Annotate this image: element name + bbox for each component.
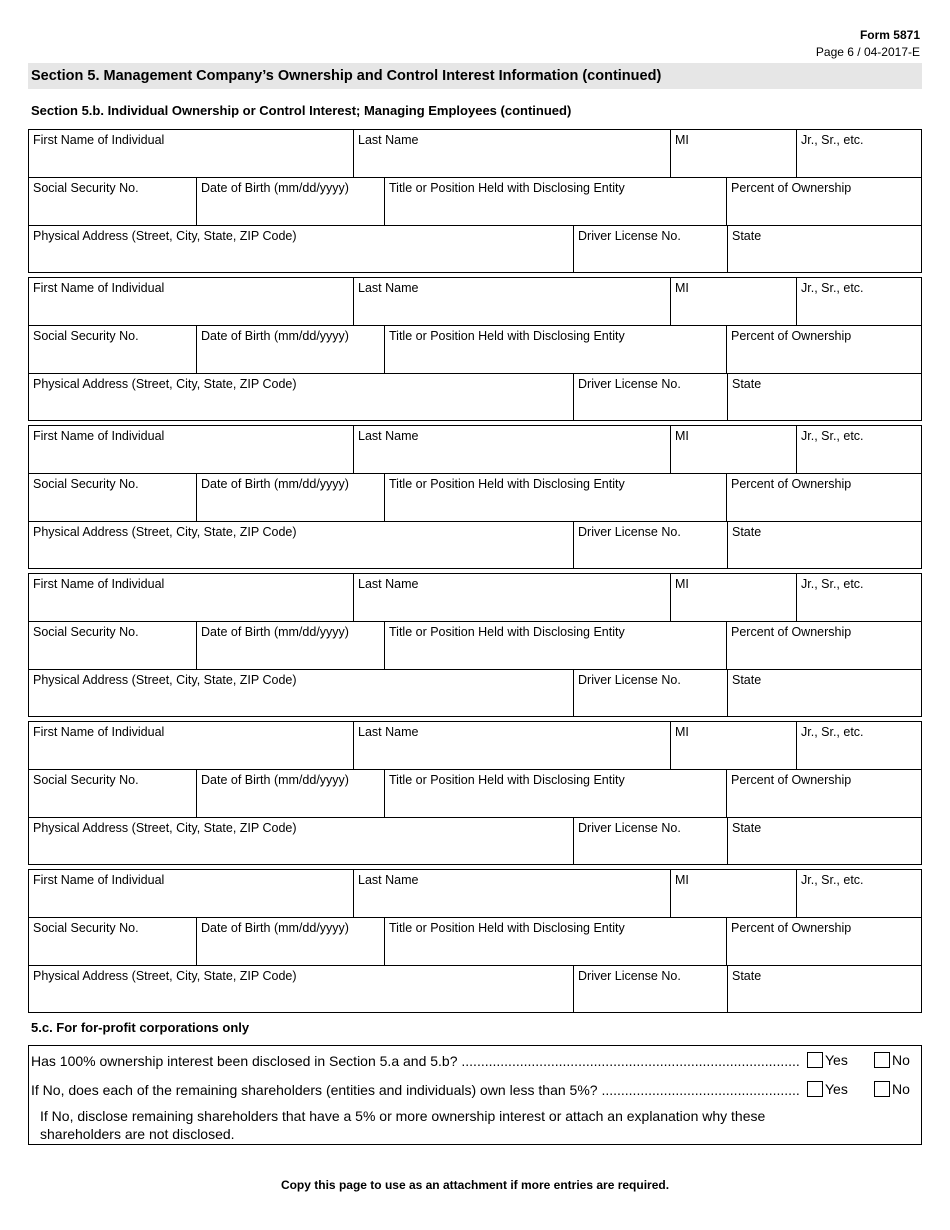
suffix-field[interactable] [797,130,921,177]
title-label: Title or Position Held with Disclosing Entity [389,921,625,935]
driver-license-field[interactable] [574,374,728,420]
percent-field[interactable] [727,474,921,521]
suffix-label: Jr., Sr., etc. [801,281,864,295]
first-name-label: First Name of Individual [33,281,165,295]
first-name-field[interactable] [29,870,354,917]
under-5-no-checkbox[interactable] [874,1081,890,1097]
individual-entry [28,573,922,717]
mi-label: MI [675,725,689,739]
mi-field[interactable] [671,574,797,621]
name-row [29,278,921,326]
under-5-yes-checkbox[interactable] [807,1081,823,1097]
mi-label: MI [675,133,689,147]
dob-label: Date of Birth (mm/dd/yyyy) [201,773,349,787]
title-label: Title or Position Held with Disclosing Entity [389,773,625,787]
percent-field[interactable] [727,622,921,669]
address-label: Physical Address (Street, City, State, ZIP Code) [33,229,297,243]
address-row [29,226,921,272]
ssn-label: Social Security No. [33,181,139,195]
suffix-field[interactable] [797,278,921,325]
name-row [29,426,921,474]
address-row [29,374,921,420]
disclosure-note: If No, disclose remaining shareholders that have a 5% or more ownership interest or attach an explanation why these shareholders are not disclosed. [40,1108,766,1142]
address-field[interactable] [29,818,574,864]
ssn-label: Social Security No. [33,477,139,491]
suffix-label: Jr., Sr., etc. [801,429,864,443]
last-name-field[interactable] [354,278,671,325]
suffix-field[interactable] [797,574,921,621]
first-name-field[interactable] [29,426,354,473]
last-name-label: Last Name [358,429,419,443]
driver-license-label: Driver License No. [578,673,681,687]
percent-field[interactable] [727,326,921,373]
individual-entry [28,425,922,569]
driver-license-field[interactable] [574,818,728,864]
last-name-label: Last Name [358,873,419,887]
first-name-label: First Name of Individual [33,133,165,147]
address-field[interactable] [29,670,574,716]
state-field[interactable] [728,374,921,420]
ssn-label: Social Security No. [33,773,139,787]
ssn-label: Social Security No. [33,921,139,935]
last-name-field[interactable] [354,130,671,177]
mi-label: MI [675,873,689,887]
ssn-field[interactable] [29,326,197,373]
address-label: Physical Address (Street, City, State, ZIP Code) [33,821,297,835]
individual-entry [28,129,922,273]
address-row [29,966,921,1012]
first-name-label: First Name of Individual [33,725,165,739]
driver-license-field[interactable] [574,966,728,1012]
no-label: No [892,1081,910,1097]
under-5-no-option[interactable] [874,1081,910,1097]
under-5-yes-option[interactable] [807,1081,848,1097]
mi-field[interactable] [671,130,797,177]
mi-label: MI [675,429,689,443]
suffix-label: Jr., Sr., etc. [801,133,864,147]
dob-field[interactable] [197,474,385,521]
mi-field[interactable] [671,278,797,325]
percent-label: Percent of Ownership [731,477,852,491]
suffix-field[interactable] [797,722,921,769]
dob-field[interactable] [197,918,385,965]
for-profit-questions [28,1045,922,1145]
individual-entries [28,129,922,1017]
title-label: Title or Position Held with Disclosing Entity [389,625,625,639]
address-field[interactable] [29,226,574,272]
dob-field[interactable] [197,770,385,817]
first-name-field[interactable] [29,722,354,769]
title-label: Title or Position Held with Disclosing Entity [389,181,625,195]
first-name-label: First Name of Individual [33,577,165,591]
percent-label: Percent of Ownership [731,329,852,343]
last-name-field[interactable] [354,574,671,621]
question-shareholders-under-5: If No, does each of the remaining shareholders (entities and individuals) own less than 5%? ................................................... [31,1082,800,1098]
individual-entry [28,277,922,421]
state-label: State [732,377,762,391]
state-field[interactable] [728,818,921,864]
mi-label: MI [675,577,689,591]
title-field[interactable] [385,474,727,521]
address-field[interactable] [29,522,574,568]
title-label: Title or Position Held with Disclosing Entity [389,477,625,491]
percent-label: Percent of Ownership [731,181,852,195]
driver-license-field[interactable] [574,226,728,272]
identity-row [29,474,921,522]
name-row [29,574,921,622]
state-label: State [732,525,762,539]
ssn-field[interactable] [29,178,197,225]
identity-row [29,918,921,966]
full-disclosure-no-option[interactable] [874,1052,910,1068]
subsection-title: Section 5.b. Individual Ownership or Control Interest; Managing Employees (continued) [31,103,572,118]
title-field[interactable] [385,770,727,817]
first-name-label: First Name of Individual [33,873,165,887]
percent-label: Percent of Ownership [731,773,852,787]
last-name-label: Last Name [358,577,419,591]
full-disclosure-yes-option[interactable] [807,1052,848,1068]
driver-license-label: Driver License No. [578,229,681,243]
state-label: State [732,821,762,835]
last-name-field[interactable] [354,722,671,769]
name-row [29,722,921,770]
percent-label: Percent of Ownership [731,625,852,639]
question-full-disclosure: Has 100% ownership interest been disclosed in Section 5.a and 5.b? ....................................................................................... [31,1053,800,1069]
form-number: Form 5871 [859,28,920,42]
driver-license-label: Driver License No. [578,969,681,983]
percent-label: Percent of Ownership [731,921,852,935]
driver-license-label: Driver License No. [578,377,681,391]
first-name-field[interactable] [29,130,354,177]
ssn-field[interactable] [29,474,197,521]
address-label: Physical Address (Street, City, State, ZIP Code) [33,525,297,539]
state-field[interactable] [728,226,921,272]
percent-field[interactable] [727,918,921,965]
for-profit-section-title: 5.c. For for-profit corporations only [31,1020,250,1035]
address-row [29,670,921,716]
address-label: Physical Address (Street, City, State, ZIP Code) [33,673,297,687]
last-name-field[interactable] [354,870,671,917]
section-title: Section 5. Management Company’s Ownership and Control Interest Information (continued) [28,63,922,89]
percent-field[interactable] [727,770,921,817]
form-header [816,27,920,61]
ssn-field[interactable] [29,918,197,965]
title-field[interactable] [385,622,727,669]
identity-row [29,770,921,818]
address-row [29,522,921,568]
individual-entry [28,869,922,1013]
address-row [29,818,921,864]
address-field[interactable] [29,374,574,420]
no-label: No [892,1052,910,1068]
yes-label: Yes [825,1081,848,1097]
name-row [29,870,921,918]
ssn-field[interactable] [29,770,197,817]
last-name-label: Last Name [358,725,419,739]
percent-field[interactable] [727,178,921,225]
driver-license-field[interactable] [574,670,728,716]
state-label: State [732,969,762,983]
first-name-label: First Name of Individual [33,429,165,443]
address-label: Physical Address (Street, City, State, ZIP Code) [33,377,297,391]
dob-field[interactable] [197,622,385,669]
dob-label: Date of Birth (mm/dd/yyyy) [201,477,349,491]
identity-row [29,622,921,670]
ssn-label: Social Security No. [33,329,139,343]
mi-field[interactable] [671,426,797,473]
address-label: Physical Address (Street, City, State, ZIP Code) [33,969,297,983]
address-field[interactable] [29,966,574,1012]
yes-label: Yes [825,1052,848,1068]
page-info: Page 6 / 04-2017-E [815,45,920,59]
state-field[interactable] [728,522,921,568]
title-label: Title or Position Held with Disclosing Entity [389,329,625,343]
ssn-label: Social Security No. [33,625,139,639]
mi-field[interactable] [671,722,797,769]
state-label: State [732,229,762,243]
footer-note: Copy this page to use as an attachment if more entries are required. [280,1178,670,1192]
identity-row [29,178,921,226]
mi-label: MI [675,281,689,295]
identity-row [29,326,921,374]
suffix-label: Jr., Sr., etc. [801,873,864,887]
state-field[interactable] [728,670,921,716]
full-disclosure-yes-checkbox[interactable] [807,1052,823,1068]
suffix-label: Jr., Sr., etc. [801,725,864,739]
first-name-field[interactable] [29,278,354,325]
first-name-field[interactable] [29,574,354,621]
ssn-field[interactable] [29,622,197,669]
name-row [29,130,921,178]
suffix-label: Jr., Sr., etc. [801,577,864,591]
driver-license-field[interactable] [574,522,728,568]
state-label: State [732,673,762,687]
driver-license-label: Driver License No. [578,525,681,539]
last-name-field[interactable] [354,426,671,473]
driver-license-label: Driver License No. [578,821,681,835]
individual-entry [28,721,922,865]
last-name-label: Last Name [358,133,419,147]
dob-field[interactable] [197,326,385,373]
dob-label: Date of Birth (mm/dd/yyyy) [201,921,349,935]
suffix-field[interactable] [797,426,921,473]
mi-field[interactable] [671,870,797,917]
state-field[interactable] [728,966,921,1012]
title-field[interactable] [385,178,727,225]
dob-label: Date of Birth (mm/dd/yyyy) [201,181,349,195]
title-field[interactable] [385,918,727,965]
dob-label: Date of Birth (mm/dd/yyyy) [201,329,349,343]
title-field[interactable] [385,326,727,373]
full-disclosure-no-checkbox[interactable] [874,1052,890,1068]
last-name-label: Last Name [358,281,419,295]
dob-field[interactable] [197,178,385,225]
suffix-field[interactable] [797,870,921,917]
dob-label: Date of Birth (mm/dd/yyyy) [201,625,349,639]
